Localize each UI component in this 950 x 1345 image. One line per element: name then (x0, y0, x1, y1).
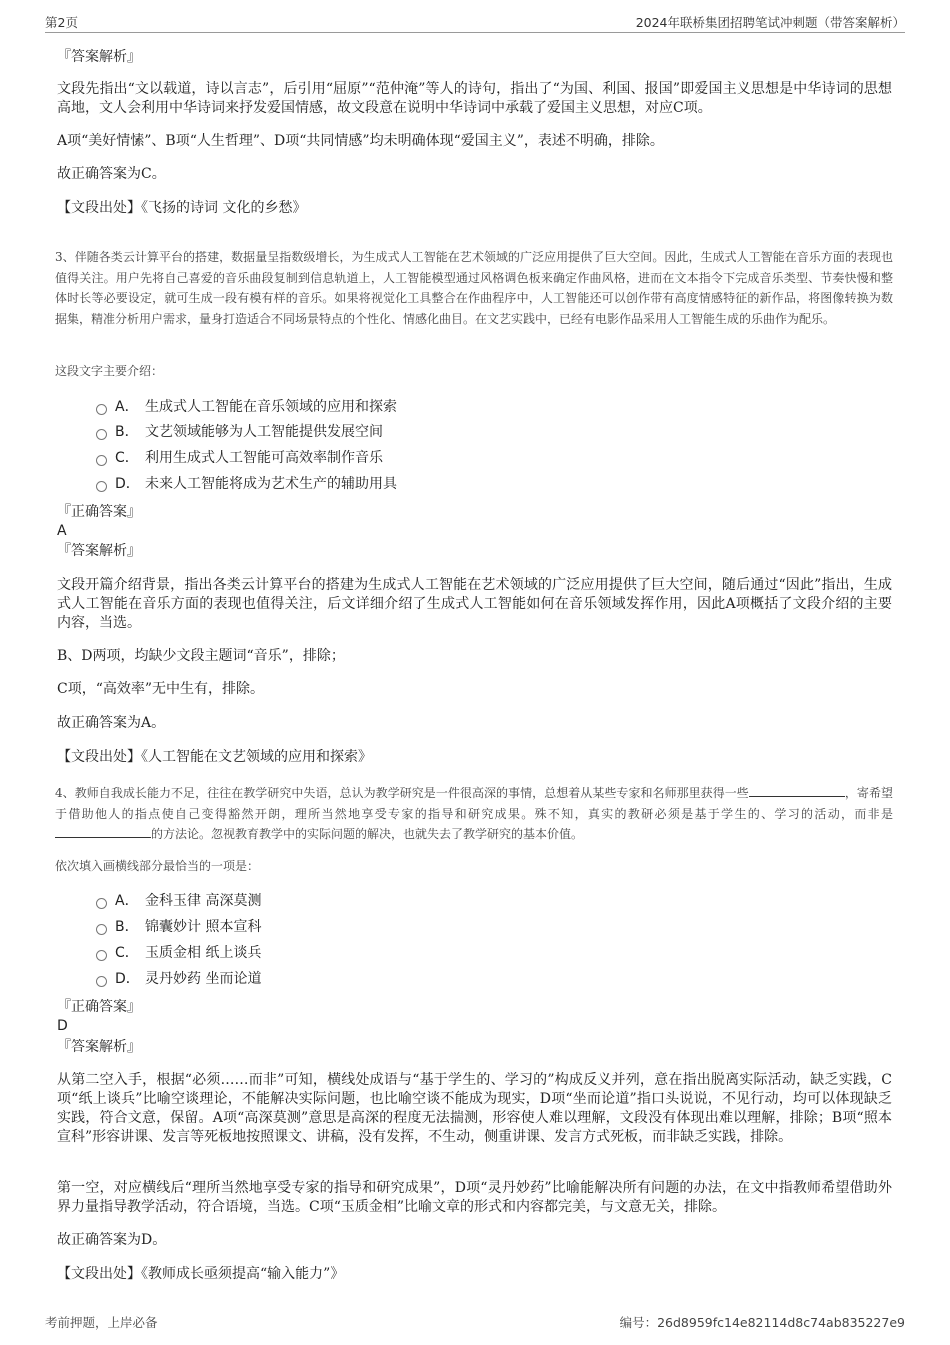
passage-source: 【文段出处】《人工智能在文艺领域的应用和探索》 (57, 749, 372, 765)
passage-source: 【文段出处】《教师成长亟须提高“输入能力”》 (57, 1266, 345, 1282)
radio-button[interactable] (96, 455, 107, 466)
analysis-paragraph: 第一空，对应横线后“理所当然地享受专家的指导和研究成果”，D项“灵丹妙药”比喻能解决所有问题的办法，在文中指教师希望借助外界力量指导教学活动，符合语境，当选。C项“玉质金相”比喻文章的形式和内容都完美，与文意无关，排除。 (57, 1180, 892, 1215)
radio-button[interactable] (96, 429, 107, 440)
analysis-paragraph: B、D两项，均缺少文段主题词“音乐”，排除； (57, 648, 345, 664)
analysis-paragraph: 文段开篇介绍背景，指出各类云计算平台的搭建为生成式人工智能在艺术领域的广泛应用提供了巨大空间，随后通过“因此”指出，生成式人工智能在音乐方面的表现也值得关注，后文详细介绍了生成式人工智能如何在音乐领域发挥作用，因此A项概括了文段介绍的主要内容，当选。 (57, 577, 892, 631)
question-prompt: 这段文字主要介绍： (55, 364, 164, 378)
radio-button[interactable] (96, 924, 107, 935)
analysis-paragraph: 从第二空入手，根据“必须……而非”可知，横线处成语与“基于学生的、学习的”构成反义并列，意在指出脱离实际活动，缺乏实践，C项“纸上谈兵”比喻空谈理论，不能解决实际问题，也比喻空谈不能成为现实，D项“坐而论道”指口头说说，不见行动，均可以体现缺乏实践，符合文意，保留。A项“高深莫测”意思是高深的程度无法揣测，形容使人难以理解，文段没有体现出难以理解，排除；B项“照本宣科”形容讲课、发言等死板地按照课文、讲稿，没有发挥，不生动，侧重讲课、发言方式死板，而非缺乏实践，排除。 (57, 1072, 892, 1145)
radio-button[interactable] (96, 976, 107, 987)
fill-blank (55, 825, 151, 838)
footer-slogan: 考前押题，上岸必备 (45, 1315, 158, 1330)
radio-button[interactable] (96, 950, 107, 961)
option-a[interactable]: A． 金科玉律 高深莫测 (96, 890, 261, 912)
analysis-paragraph: C项，“高效率”无中生有，排除。 (57, 681, 265, 697)
correct-answer-label: 『正确答案』 (57, 504, 141, 520)
correct-answer: D (57, 1018, 68, 1034)
option-b[interactable]: B． 文艺领域能够为人工智能提供发展空间 (96, 421, 383, 443)
analysis-paragraph: 故正确答案为D。 (57, 1232, 167, 1248)
analysis-label: 『答案解析』 (57, 49, 141, 65)
question-text: 3、伴随各类云计算平台的搭建，数据量呈指数级增长，为生成式人工智能在艺术领域的广泛应用提供了巨大空间。因此，生成式人工智能在音乐方面的表现也值得关注。用户先将自己喜爱的音乐曲段复制到信息轨道上，人工智能模型通过风格调色板来确定作曲风格，进而在文本指令下完成音乐类型、节奏快慢和整体时长等必要设定，就可生成一段有模有样的音乐。如果将视觉化工具整合在作曲程序中，人工智能还可以创作带有高度情感特征的新作品，将图像转换为数据集，精准分析用户需求，量身打造适合不同场景特点的个性化、情感化曲目。在文艺实践中，已经有电影作品采用人工智能生成的乐曲作为配乐。 (55, 250, 893, 326)
option-a[interactable]: A． 生成式人工智能在音乐领域的应用和探索 (96, 396, 397, 418)
option-b[interactable]: B． 锦囊妙计 照本宣科 (96, 916, 261, 938)
correct-answer: A (57, 523, 67, 539)
option-c[interactable]: C． 玉质金相 纸上谈兵 (96, 942, 261, 964)
option-d[interactable]: D． 灵丹妙药 坐而论道 (96, 968, 261, 990)
page-number: 第2页 (45, 15, 78, 30)
analysis-label: 『答案解析』 (57, 1039, 141, 1055)
passage-source: 【文段出处】《飞扬的诗词 文化的乡愁》 (57, 200, 307, 216)
analysis-paragraph: 故正确答案为A。 (57, 715, 166, 731)
option-d[interactable]: D． 未来人工智能将成为艺术生产的辅助用具 (96, 473, 397, 495)
document-title: 2024年联桥集团招聘笔试冲刺题（带答案解析） (635, 15, 905, 30)
analysis-label: 『答案解析』 (57, 543, 141, 559)
question-text: 4、教师自我成长能力不足，往往在教学研究中失语，总认为教学研究是一件很高深的事情，总想着从某些专家和名师那里获得一些 ，寄希望于借助他人的指点使自己变得豁然开朗，理所当然地享受专家的指导和研究成果。殊不知，真实的教研必须是基于学生的、学习的活动，而非是的方法论。忽视教育教学中的实际问题的解决，也就失去了教学研究的基本价值。 (55, 786, 893, 841)
correct-answer-label: 『正确答案』 (57, 999, 141, 1015)
document-id: 编号：26d8959fc14e82114d8c74ab835227e9 (619, 1315, 905, 1330)
radio-button[interactable] (96, 481, 107, 492)
option-c[interactable]: C． 利用生成式人工智能可高效率制作音乐 (96, 447, 383, 469)
page-header (45, 10, 905, 33)
analysis-paragraph: A项“美好情愫”、B项“人生哲理”、D项“共同情感”均未明确体现“爱国主义”，表述不明确，排除。 (57, 133, 664, 149)
radio-button[interactable] (96, 898, 107, 909)
question-prompt: 依次填入画横线部分最恰当的一项是： (55, 859, 260, 873)
analysis-paragraph: 故正确答案为C。 (57, 166, 166, 182)
analysis-paragraph: 文段先指出“文以载道，诗以言志”，后引用“屈原”“范仲淹”等人的诗句，指出了“为国、利国、报国”即爱国主义思想是中华诗词的思想高地，文人会利用中华诗词来抒发爱国情感，故文段意在说明中华诗词中承载了爱国主义思想，对应C项。 (57, 81, 892, 116)
radio-button[interactable] (96, 404, 107, 415)
fill-blank (749, 784, 845, 797)
